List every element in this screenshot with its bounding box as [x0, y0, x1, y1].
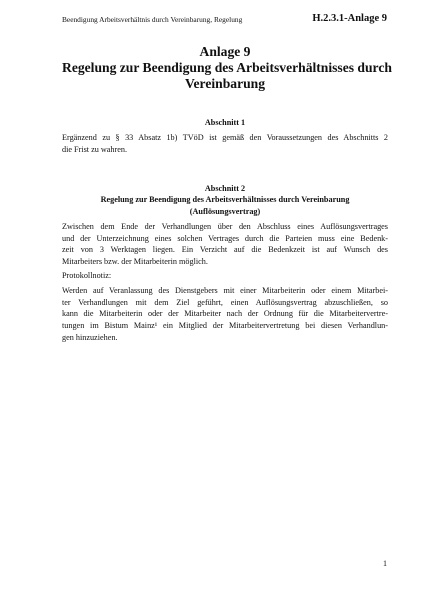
text-line: die Frist zu wahren.	[62, 144, 128, 154]
title-line-3: Vereinbarung	[184, 76, 266, 91]
text-line: ter Verhandlungen mit dem Ziel geführt, einen Auflösungsvertrag abzuschließen, so	[62, 297, 388, 307]
document-title	[62, 44, 392, 92]
section-2-subheading: Regelung zur Beendigung des Arbeitsverhältnisses durch Vereinbarung	[100, 195, 350, 204]
text-line: Mitarbeiters bzw. der Mitarbeiterin möglich.	[62, 257, 208, 267]
section-2-heading: Abschnitt 2	[204, 184, 246, 193]
text-line: tungen im Bistum Mainz¹ ein Mitglied der Mitarbeitervertretung bei diesen Verhandlun-	[62, 321, 388, 331]
protocol-note-paragraph	[62, 285, 388, 344]
section-1-heading: Abschnitt 1	[204, 118, 246, 127]
text-line: zeit von 3 Werktagen liegen. Ein Verzicht auf die Bedenkzeit ist auf Wunsch des	[62, 245, 388, 255]
text-line: gen hinzuziehen.	[62, 332, 118, 342]
title-line-2: Regelung zur Beendigung des Arbeitsverhältnisses durch	[62, 60, 392, 75]
text-line: und der Unterzeichnung eines solchen Vertrages durch die Parteien muss eine Bedenk-	[62, 233, 388, 243]
running-header-code: H.2.3.1-Anlage 9	[312, 13, 387, 24]
text-line: Werden auf Veranlassung des Dienstgebers mit einer Mitarbeiterin oder einem Mitarbei-	[62, 286, 388, 295]
protocol-note-label: Protokollnotiz:	[62, 271, 112, 280]
text-line: Zwischen dem Ende der Verhandlungen über den Abschluss eines Auflösungsvertrages	[62, 222, 388, 231]
text-line: Ergänzend zu § 33 Absatz 1b) TVöD ist gemäß den Voraussetzungen des Abschnitts 2	[62, 133, 388, 142]
section-2-subheading-parenthetical: (Auflösungsvertrag)	[189, 207, 261, 216]
running-header-title: Beendigung Arbeitsverhältnis durch Vereinbarung, Regelung	[62, 15, 243, 24]
text-line: kann die Mitarbeiterin oder der Mitarbeiter nach der Ordnung für die Mitarbeitervertre-	[62, 309, 388, 319]
title-line-1: Anlage 9	[199, 44, 251, 59]
section-2-paragraph	[62, 221, 388, 268]
section-1-paragraph	[62, 132, 388, 155]
page-number: 1	[383, 559, 387, 568]
